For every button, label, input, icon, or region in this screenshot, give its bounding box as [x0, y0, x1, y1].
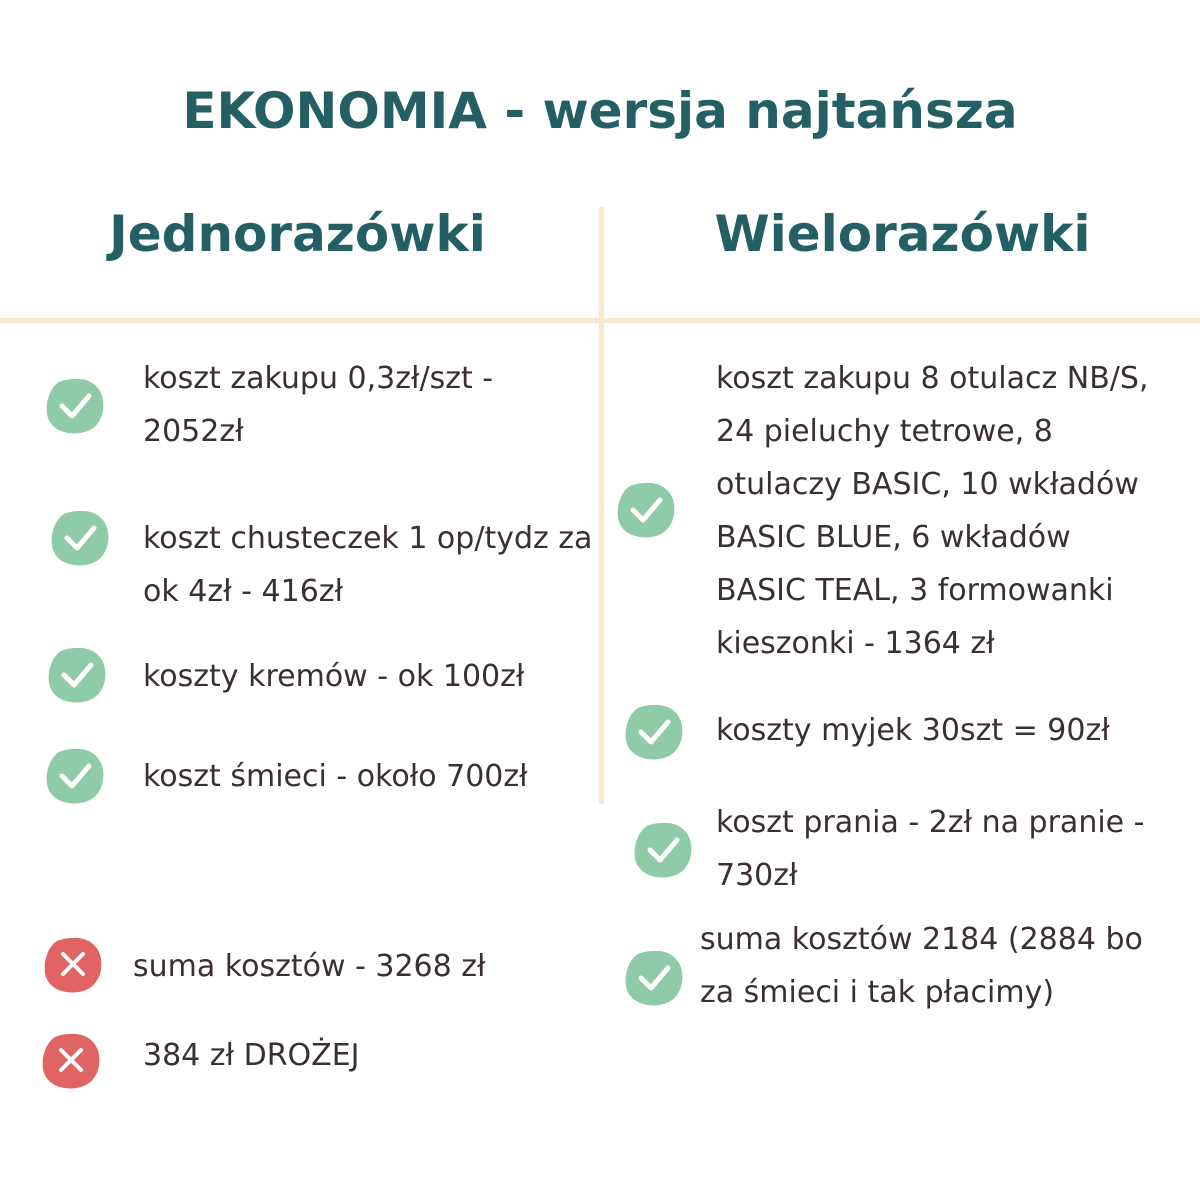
check-icon [624, 702, 684, 760]
page-title: EKONOMIA - wersja najtańsza [182, 82, 1018, 140]
list-item: koszt zakupu 8 otulacz NB/S, 24 pieluchy tetrowe, 8 otulaczy BASIC, 10 wkładów BASIC BLUE, 6 wkładów BASIC TEAL, 3 formowanki kieszonki - 1364 zł [716, 361, 1149, 661]
list-item: koszt zakupu 0,3zł/szt - 2052zł [143, 361, 494, 449]
list-item: suma kosztów - 3268 zł [133, 949, 486, 984]
list-item: koszt chusteczek 1 op/tydz za ok 4zł - 416zł [143, 521, 593, 609]
check-icon [50, 508, 110, 566]
cross-icon [43, 935, 103, 993]
list-item: suma kosztów 2184 (2884 bo za śmieci i tak płacimy) [700, 922, 1143, 1010]
check-icon [624, 948, 684, 1006]
column-header-disposable: Jednorazówki [109, 205, 486, 263]
list-item: koszty kremów - ok 100zł [143, 659, 525, 694]
list-item: koszty myjek 30szt = 90zł [716, 713, 1110, 748]
check-icon [45, 376, 105, 434]
list-item: koszt śmieci - około 700zł [143, 759, 528, 794]
check-icon [47, 645, 107, 703]
list-item: koszt prania - 2zł na pranie - 730zł [716, 805, 1145, 893]
check-icon [45, 746, 105, 804]
check-icon [616, 480, 676, 538]
column-header-reusable: Wielorazówki [714, 205, 1091, 263]
list-item: 384 zł DROŻEJ [143, 1038, 360, 1073]
vertical-divider [599, 207, 604, 804]
check-icon [633, 820, 693, 878]
cross-icon [41, 1031, 101, 1089]
